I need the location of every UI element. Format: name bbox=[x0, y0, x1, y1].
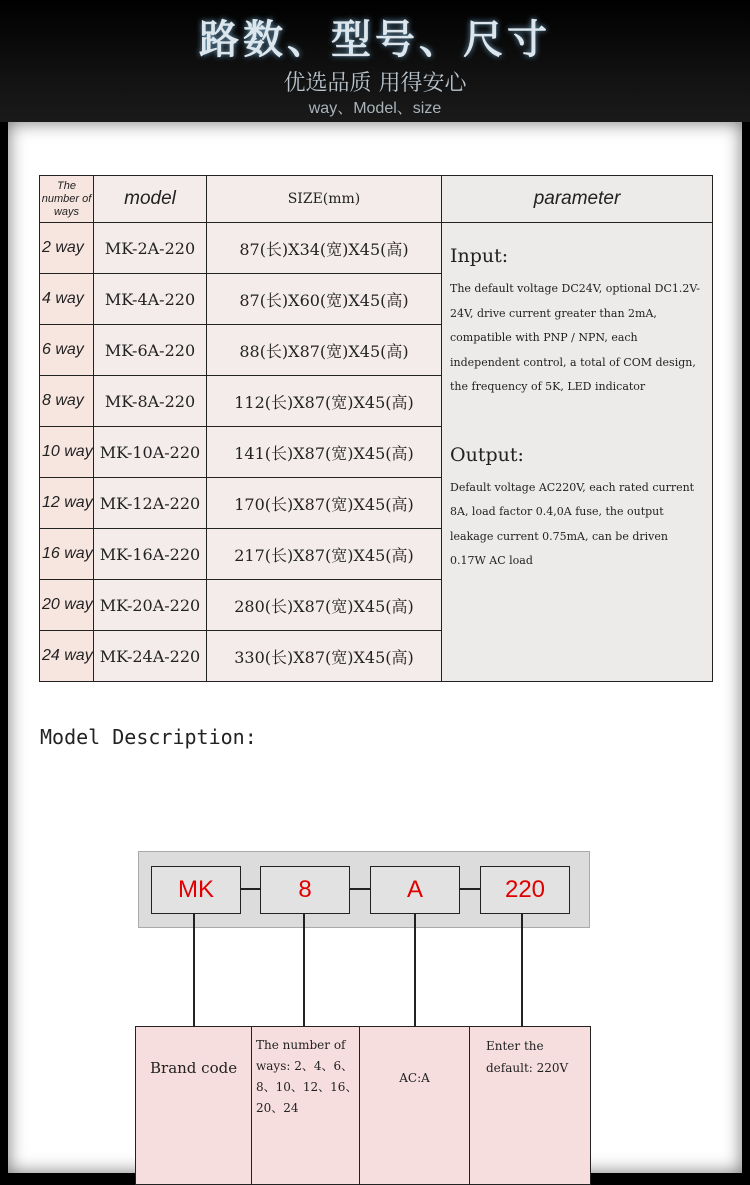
current-explanation: AC:A bbox=[360, 1027, 470, 1185]
size-cell: 87(长)X34(宽)X45(高) bbox=[207, 223, 442, 274]
input-text: The default voltage DC24V, optional DC1.2V-24V, drive current greater than 2mA, compatible with PNP / NPN, each independent control, a total of COM design, the frequency of 5K, LED indicator bbox=[450, 282, 701, 393]
model-cell: MK-6A-220 bbox=[94, 325, 207, 376]
size-cell: 87(长)X60(宽)X45(高) bbox=[207, 274, 442, 325]
model-cell: MK-2A-220 bbox=[94, 223, 207, 274]
spec-table-header bbox=[40, 176, 713, 223]
header-slogan: 优选品质 用得安心 bbox=[283, 71, 467, 96]
model-cell: MK-12A-220 bbox=[94, 478, 207, 529]
connector-line bbox=[193, 913, 195, 1026]
connector-line bbox=[240, 888, 261, 890]
code-box-voltage: 220 bbox=[480, 866, 570, 914]
output-text: Default voltage AC220V, each rated current 8A, load factor 0.4,0A fuse, the output leakage current 0.75mA, can be driven 0.17W AC load bbox=[450, 480, 695, 567]
voltage-explanation: Enter the default: 220V bbox=[470, 1027, 591, 1185]
model-description-title: Model Description: bbox=[40, 725, 257, 749]
model-cell: MK-16A-220 bbox=[94, 529, 207, 580]
code-box-ways: 8 bbox=[260, 866, 350, 914]
brand-explanation: Brand code bbox=[136, 1027, 252, 1185]
model-cell: MK-4A-220 bbox=[94, 274, 207, 325]
header-banner bbox=[0, 0, 750, 122]
output-title: Output: bbox=[450, 443, 524, 466]
ways-cell: 10 way bbox=[40, 427, 94, 478]
size-cell: 112(长)X87(宽)X45(高) bbox=[207, 376, 442, 427]
header-model: model bbox=[94, 176, 207, 223]
ways-cell: 2 way bbox=[40, 223, 94, 274]
model-cell: MK-20A-220 bbox=[94, 580, 207, 631]
ways-cell: 12 way bbox=[40, 478, 94, 529]
size-cell: 141(长)X87(宽)X45(高) bbox=[207, 427, 442, 478]
connector-line bbox=[414, 913, 416, 1026]
header-ways: The number of ways bbox=[40, 176, 94, 223]
model-cell: MK-24A-220 bbox=[94, 631, 207, 682]
ways-explanation: The number of ways: 2、4、6、8、10、12、16、20、24 bbox=[252, 1027, 360, 1185]
connector-line bbox=[521, 913, 523, 1026]
table-row bbox=[136, 1027, 591, 1185]
model-cell: MK-10A-220 bbox=[94, 427, 207, 478]
connector-line bbox=[349, 888, 371, 890]
size-cell: 330(长)X87(宽)X45(高) bbox=[207, 631, 442, 682]
connector-line bbox=[459, 888, 481, 890]
code-box-current: A bbox=[370, 866, 460, 914]
model-cell: MK-8A-220 bbox=[94, 376, 207, 427]
header-size: SIZE(mm) bbox=[207, 176, 442, 223]
size-cell: 88(长)X87(宽)X45(高) bbox=[207, 325, 442, 376]
size-cell: 217(长)X87(宽)X45(高) bbox=[207, 529, 442, 580]
parameter-cell bbox=[442, 223, 713, 682]
spec-table bbox=[39, 175, 713, 682]
ways-cell: 8 way bbox=[40, 376, 94, 427]
code-box-brand: MK bbox=[151, 866, 241, 914]
model-explanation-table bbox=[135, 1026, 591, 1185]
ways-cell: 4 way bbox=[40, 274, 94, 325]
ways-cell: 24 way bbox=[40, 631, 94, 682]
ways-cell: 20 way bbox=[40, 580, 94, 631]
ways-cell: 16 way bbox=[40, 529, 94, 580]
ways-cell: 6 way bbox=[40, 325, 94, 376]
table-row bbox=[40, 223, 713, 274]
input-title: Input: bbox=[450, 245, 509, 267]
header-title: 路数、型号、尺寸 bbox=[199, 17, 551, 63]
size-cell: 280(长)X87(宽)X45(高) bbox=[207, 580, 442, 631]
header-subtitle: way、Model、size bbox=[308, 100, 442, 117]
connector-line bbox=[303, 913, 305, 1026]
size-cell: 170(长)X87(宽)X45(高) bbox=[207, 478, 442, 529]
header-parameter: parameter bbox=[442, 176, 713, 223]
